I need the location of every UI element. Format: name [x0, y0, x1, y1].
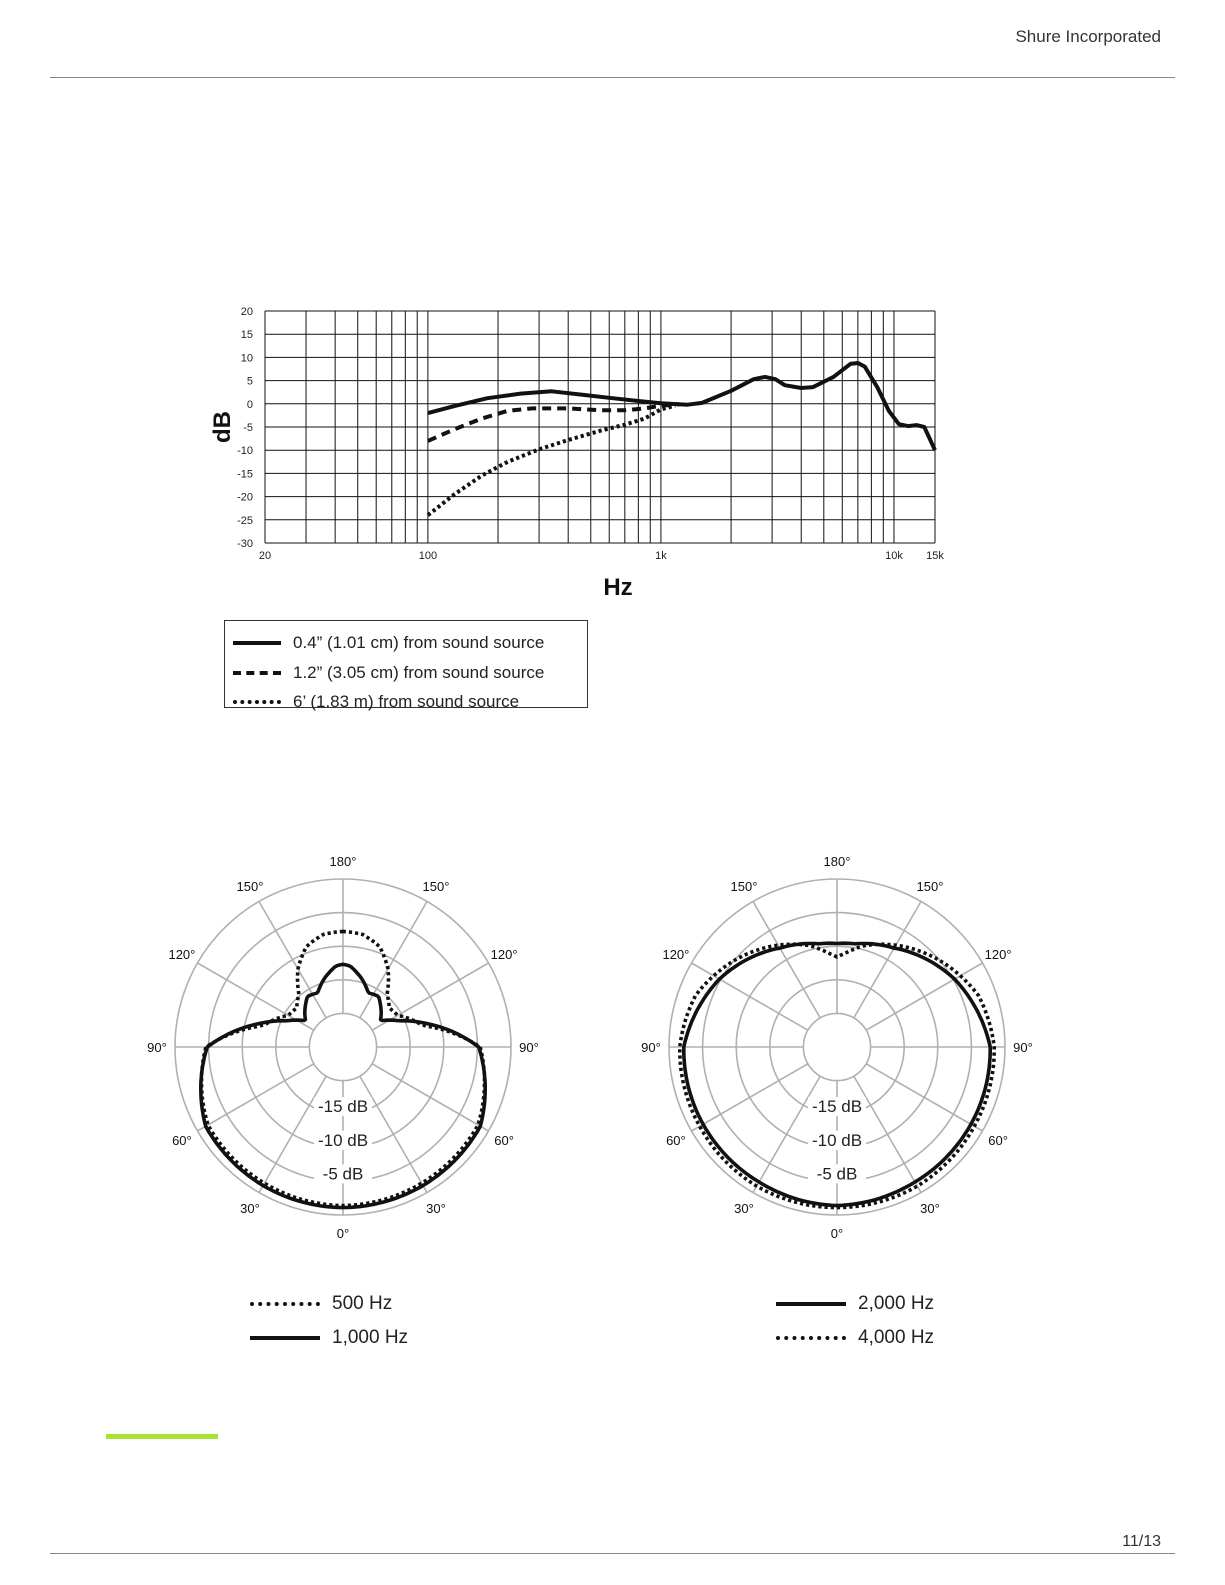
legend-label: 1.2” (3.05 cm) from sound source	[293, 663, 545, 682]
polar-spoke	[360, 902, 427, 1018]
footer-rule	[50, 1553, 1175, 1554]
x-axis-title: Hz	[603, 574, 633, 601]
polar-spoke	[866, 963, 982, 1030]
polar-angle-label: 60°	[172, 1133, 192, 1148]
y-tick-label: 15	[240, 329, 253, 342]
series-line-solid	[428, 363, 935, 450]
accent-bar	[106, 1434, 218, 1439]
legend-item	[776, 1287, 934, 1321]
legend-swatch-solid	[233, 641, 281, 645]
legend-label: 2,000 Hz	[858, 1293, 935, 1314]
polar-ring	[309, 1013, 376, 1080]
polar-angle-label: 180°	[329, 855, 357, 869]
polar-spoke	[259, 902, 326, 1018]
polar-angle-label: 120°	[490, 947, 518, 962]
y-tick-label: -10	[237, 445, 253, 458]
polar-angle-label: 90°	[147, 1040, 167, 1055]
legend-swatch-dotted	[250, 1302, 320, 1306]
frequency-response-chart	[200, 295, 960, 605]
polar-angle-label: 0°	[336, 1226, 350, 1241]
polar-ring-label: -15 dB	[811, 1097, 863, 1117]
polar-legend-right	[776, 1287, 934, 1355]
polar-spoke	[692, 1064, 808, 1131]
polar-ring-label: -15 dB	[317, 1097, 369, 1117]
polar-angle-label: 120°	[662, 947, 690, 962]
y-tick-label: -15	[237, 468, 253, 481]
legend-swatch-dotted	[233, 700, 281, 704]
polar-spoke	[753, 902, 820, 1018]
polar-spoke	[692, 963, 808, 1030]
legend-label: 6’ (1.83 m) from sound source	[293, 692, 520, 711]
polar-angle-label: 90°	[1013, 1040, 1033, 1055]
polar-ring-label: -10 dB	[317, 1130, 369, 1150]
legend-swatch-dashed	[233, 671, 281, 675]
legend-swatch-solid	[776, 1302, 846, 1306]
polar-angle-label: 90°	[519, 1040, 539, 1055]
y-tick-label: 0	[246, 398, 253, 411]
polar-ring	[803, 1013, 870, 1080]
legend-item	[233, 631, 544, 655]
polar-angle-label: 150°	[236, 878, 264, 894]
polar-angle-label: 120°	[984, 947, 1012, 962]
legend-label: 0.4” (1.01 cm) from sound source	[293, 633, 545, 652]
legend-item	[233, 690, 519, 714]
legend-item	[776, 1321, 934, 1355]
x-tick-label: 20	[258, 550, 272, 562]
y-axis-title: dB	[209, 411, 236, 443]
x-tick-label: 10k	[885, 550, 903, 562]
series-line-dashed	[428, 404, 680, 441]
polar-spoke	[198, 1064, 314, 1131]
y-tick-label: -25	[237, 514, 253, 527]
page-number: 11/13	[1122, 1533, 1161, 1550]
polar-spoke	[854, 902, 921, 1018]
polar-ring-label: -5 dB	[816, 1164, 858, 1184]
polar-pattern-chart-left	[135, 855, 551, 1245]
header-company-name: Shure Incorporated	[1015, 27, 1161, 46]
legend-item	[250, 1287, 408, 1321]
polar-angle-label: 120°	[168, 947, 196, 962]
y-tick-label: -20	[237, 491, 253, 504]
x-tick-label: 100	[418, 550, 438, 562]
polar-ring-label: -5 dB	[322, 1164, 364, 1184]
polar-angle-label: 60°	[988, 1133, 1008, 1148]
x-tick-label: 15k	[926, 550, 944, 562]
polar-angle-label: 30°	[240, 1201, 260, 1217]
polar-angle-label: 30°	[920, 1201, 940, 1217]
y-tick-label: 5	[246, 375, 253, 388]
y-tick-label: -5	[243, 422, 253, 434]
legend-item	[233, 661, 544, 685]
legend-label: 4,000 Hz	[858, 1327, 935, 1348]
polar-spoke	[866, 1064, 982, 1131]
polar-angle-label: 180°	[823, 855, 851, 869]
polar-angle-label: 150°	[730, 878, 758, 894]
polar-pattern-chart-right	[629, 855, 1045, 1245]
legend-label: 500 Hz	[332, 1293, 393, 1314]
y-tick-label: -30	[237, 538, 253, 550]
polar-angle-label: 150°	[422, 878, 450, 894]
polar-legend-left	[250, 1287, 408, 1355]
polar-angle-label: 60°	[494, 1133, 514, 1148]
polar-angle-label: 150°	[916, 878, 944, 894]
polar-angle-label: 60°	[666, 1133, 686, 1148]
polar-angle-label: 0°	[830, 1226, 844, 1241]
x-tick-label: 1k	[655, 550, 667, 562]
legend-label: 1,000 Hz	[332, 1327, 409, 1348]
polar-angle-label: 90°	[641, 1040, 661, 1055]
polar-ring-label: -10 dB	[811, 1130, 863, 1150]
legend-swatch-solid	[250, 1336, 320, 1340]
polar-angle-label: 30°	[734, 1201, 754, 1217]
frequency-legend	[224, 620, 588, 711]
polar-spoke	[372, 1064, 488, 1131]
polar-angle-label: 30°	[426, 1201, 446, 1217]
legend-swatch-dotted	[776, 1336, 846, 1340]
legend-item	[250, 1321, 408, 1355]
y-tick-label: 10	[240, 352, 253, 365]
y-tick-label: 20	[240, 306, 253, 318]
header-rule	[50, 77, 1175, 78]
